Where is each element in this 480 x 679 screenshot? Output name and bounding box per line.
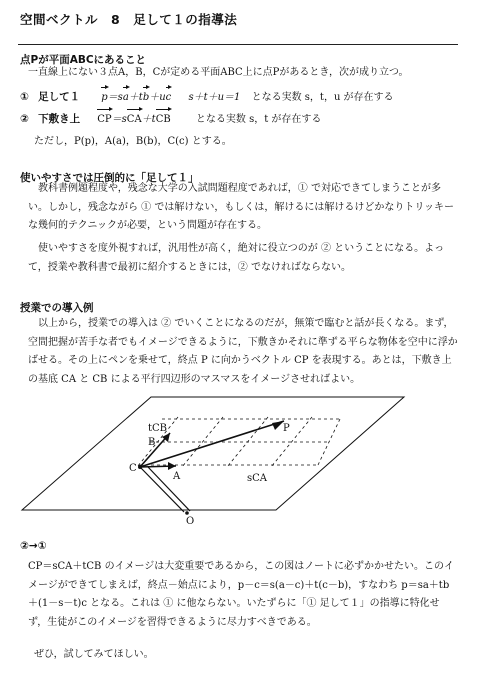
section4-paragraph-2: ぜひ，試してみてほしい。: [34, 649, 154, 660]
vector-b: b: [143, 89, 149, 108]
section-heading-usability: 使いやすさでは圧倒的に「足して１」: [20, 172, 199, 184]
item2-eq-part1: ＝s: [111, 114, 127, 125]
item2-tail: となる実数 s，t が存在する: [195, 114, 322, 125]
section1-intro: 一直線上にない３点A，B，Cが定める平面ABC上に点Pがあるとき，次が成り立つ。: [28, 67, 409, 78]
vector-cb: CB: [156, 111, 171, 130]
vector-ca: CA: [127, 111, 142, 130]
o-to-c-lines: [140, 467, 190, 512]
label-a: A: [173, 471, 181, 482]
label-p: P: [283, 423, 290, 434]
point-o-dot: [185, 511, 189, 515]
section3-paragraph: 以上から，授業での導入は ② でいくことになるのだが，無策で臨むと話が長くなる。まず，空間把握が苦手な者でもイメージできるように，下敷きかそれに準ずる平らな物体を空中に浮かばせる。その上にペンを乗せて，終点 P に向かうベクトル CP を表現する。あとは，下敷き上の基底 CA と CB による平行四辺形のマスマスをイメージさせればよい。: [28, 318, 458, 385]
section2-paragraph-1: 教科書例題程度や，残念な大学の入試問題程度であれば，① で対応できてしまうことが多い。しかし，残念ながら ① では解けない，もしくは，解けるには解けるけどかなりトリッキーな幾何的テクニックが必要，という問題が存在する。: [28, 183, 454, 231]
item1-tail: となる実数 s，t，u が存在する: [251, 92, 394, 103]
label-c: C: [129, 463, 137, 474]
vector-a: a: [123, 89, 129, 108]
sheet-outline: [22, 397, 404, 510]
condition-item-2: [20, 110, 321, 130]
point-c-dot: [138, 465, 142, 469]
section2-paragraph-2: 使いやすさを度外視すれば，汎用性が高く，絶対に役立つのが ② ということになる。よって，授業や教科書で最初に紹介するときには，② でなければならない。: [28, 243, 445, 273]
item1-eq-part1: ＝s: [107, 92, 123, 103]
section1-note: ただし，P(p)，A(a)，B(b)，C(c) とする。: [34, 136, 232, 147]
item1-label: 足して１: [38, 91, 81, 103]
item1-sum-condition: s＋t＋u＝1: [188, 92, 241, 103]
item1-eq-part2: ＋t: [128, 92, 143, 103]
label-o: O: [186, 516, 195, 527]
item2-label: 下敷き上: [38, 113, 81, 125]
section-heading-plane: 点Pが平面ABCにあること: [20, 54, 147, 66]
label-b: B: [148, 437, 156, 448]
label-tcb: tCB: [148, 423, 168, 434]
vector-c: c: [166, 89, 172, 108]
page-title: 空間ベクトル 8 足して１の指導法: [20, 12, 238, 27]
vector-p: p: [101, 89, 107, 108]
vector-cp: CP: [97, 111, 111, 130]
grid-lines: [137, 417, 340, 467]
section-heading-2-to-1: ②→①: [20, 540, 47, 552]
section-heading-intro-example: 授業での導入例: [20, 302, 94, 314]
item2-number: ②: [20, 113, 29, 125]
parallelogram-figure: [0, 395, 480, 530]
title-divider: [18, 44, 458, 45]
label-sca: sCA: [247, 473, 268, 484]
item1-number: ①: [20, 91, 29, 103]
item2-eq-part2: ＋t: [141, 114, 156, 125]
condition-item-1: [20, 88, 394, 108]
arrow-head-a: [168, 462, 176, 470]
item1-eq-part3: ＋u: [149, 92, 166, 103]
section4-paragraph-1: CP＝sCA＋tCB のイメージは大変重要であるから，この図はノートに必ずかかせたい。このイメージができてしまえば，終点－始点により，p－c＝s(a－c)＋t(c－b)，すなわち p＝sa＋tb＋(1－s－t)c となる。これは ① に他ならない。いたずらに「① 足して１」の指導に特化せず，生徒がこのイメージを習得できるように尽力すべきである。: [28, 561, 454, 628]
